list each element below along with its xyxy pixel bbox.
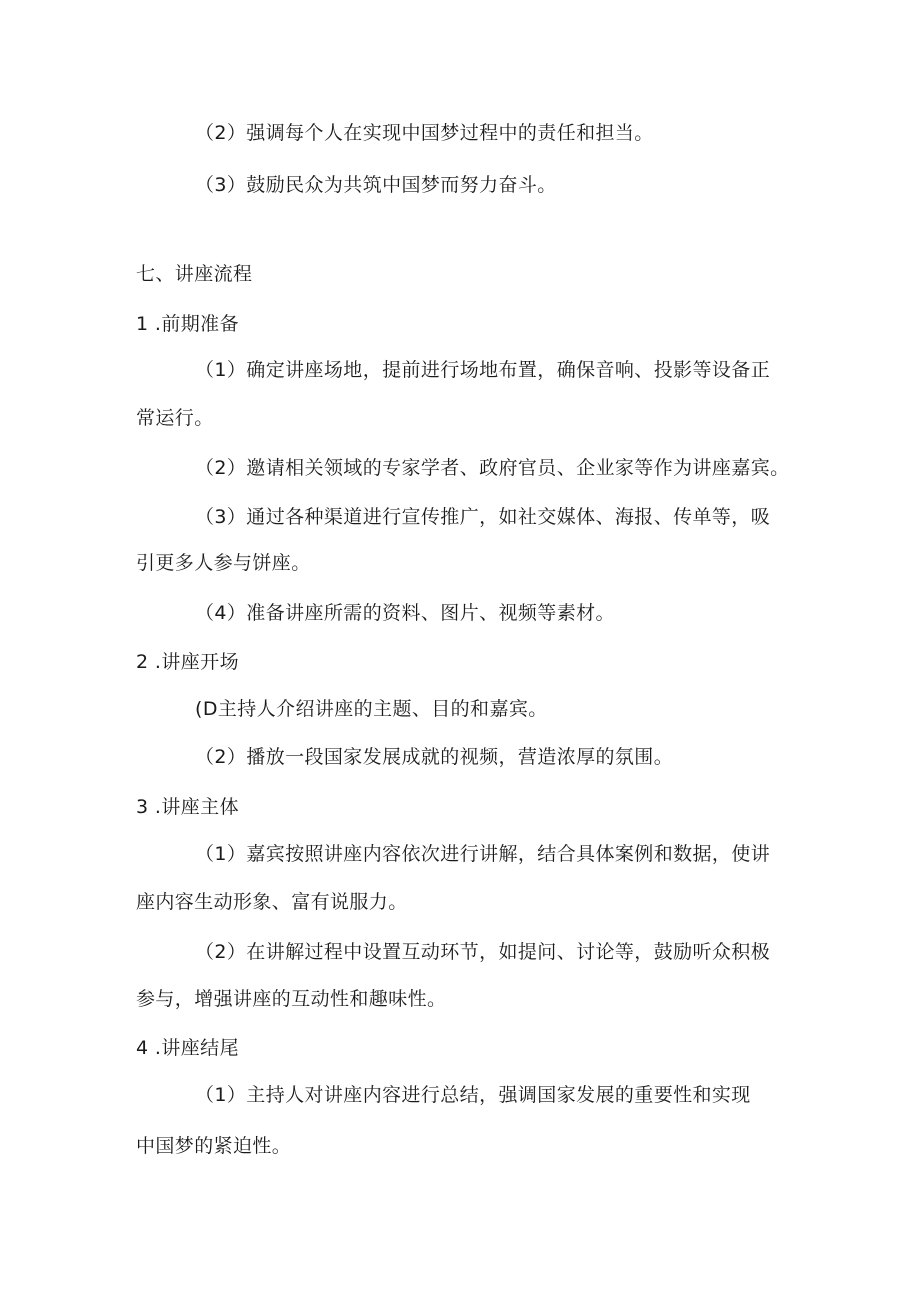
step-1-item-3-line-2: 引更多人参与饼座。 <box>136 552 311 574</box>
step-3-item-2-line-2: 参与，增强讲座的互动性和趣味性。 <box>136 988 447 1010</box>
step-1-item-3-line-1: （3）通过各种渠道进行宣传推广，如社交媒体、海报、传单等，吸 <box>195 506 771 528</box>
section-heading: 七、讲座流程 <box>136 263 253 285</box>
step-1-item-2: （2）邀请相关领域的专家学者、政府官员、企业家等作为讲座嘉宾。 <box>195 457 790 479</box>
step-3-item-1-line-1: （1）嘉宾按照讲座内容依次进行讲解，结合具体案例和数据，使讲 <box>195 843 771 865</box>
step-1-item-1-line-1: （1）确定讲座场地，提前进行场地布置，确保音响、投影等设备正 <box>195 359 771 381</box>
step-3-heading: 3 .讲座主体 <box>136 796 239 818</box>
step-1-item-1-line-2: 常运行。 <box>136 407 214 429</box>
step-3-item-2-line-1: （2）在讲解过程中设置互动环节，如提问、讨论等，鼓励听众积极 <box>195 941 771 963</box>
goal-item-3: （3）鼓励民众为共筑中国梦而努力奋斗。 <box>195 174 557 196</box>
step-4-item-1-line-1: （1）主持人对讲座内容进行总结，强调国家发展的重要性和实现 <box>195 1084 751 1106</box>
step-4-item-1-line-2: 中国梦的紧迫性。 <box>136 1135 292 1157</box>
goal-item-2: （2）强调每个人在实现中国梦过程中的责任和担当。 <box>195 122 654 144</box>
step-4-heading: 4 .讲座结尾 <box>136 1037 239 1059</box>
step-2-item-2: （2）播放一段国家发展成就的视频，营造浓厚的氛围。 <box>195 746 674 768</box>
step-3-item-1-line-2: 座内容生动形象、富有说服力。 <box>136 891 408 913</box>
step-2-item-1: (D主持人介绍讲座的主题、目的和嘉宾。 <box>195 698 548 720</box>
step-2-heading: 2 .讲座开场 <box>136 651 239 673</box>
step-1-heading: 1 .前期准备 <box>136 313 239 335</box>
step-1-item-4: （4）准备讲座所需的资料、图片、视频等素材。 <box>195 602 615 624</box>
